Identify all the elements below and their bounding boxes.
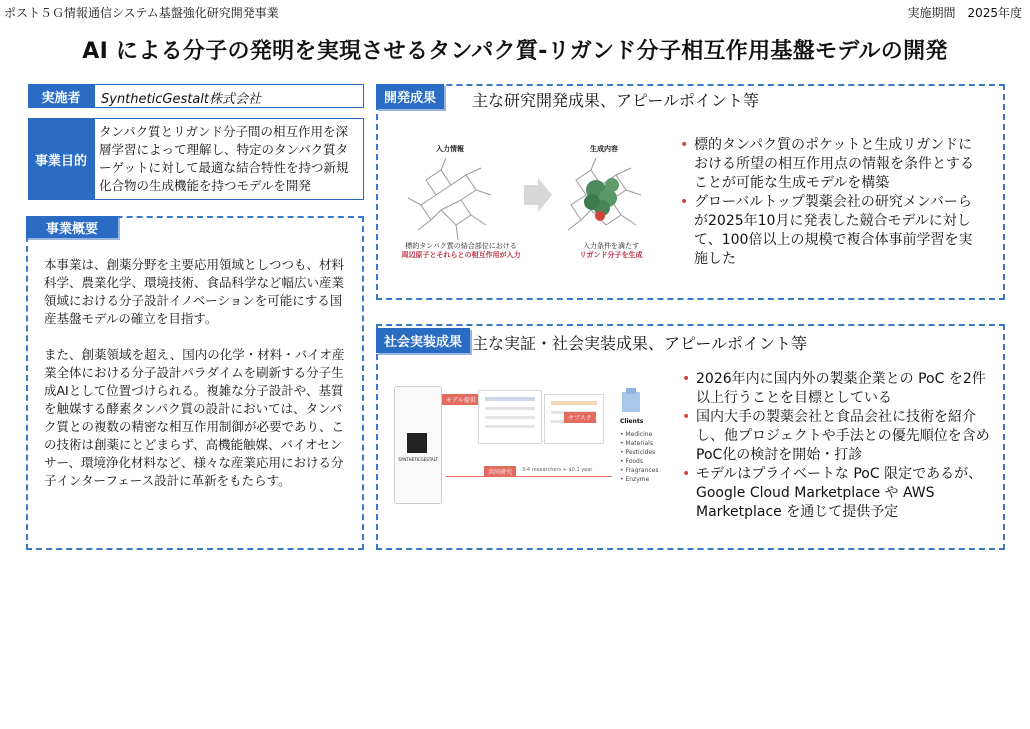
period-label: 実施期間 2025年度 bbox=[907, 6, 1022, 20]
subscription-tag: サブスク bbox=[564, 412, 596, 423]
page-title: AI による分子の発明を実現させるタンパク質-リガンド分子相互作用基盤モデルの開発 bbox=[82, 39, 948, 64]
brand-name: SYNTHETICGESTALT bbox=[398, 457, 438, 462]
overview-label: 事業概要 bbox=[26, 216, 118, 238]
social-results-tab: 社会実装成果 bbox=[376, 328, 470, 353]
business-model-figure bbox=[394, 380, 668, 504]
list-item: • 2026年内に国内外の製薬企業との PoC を2件以上行うことを目標としている bbox=[680, 370, 998, 408]
brand-logo-icon bbox=[407, 433, 427, 453]
overview-paragraph-1: 本事業は、創薬分野を主要応用領域としつつも、材料科学、農業化学、環境技術、食品科学など幅広い産業領域における分子設計イノベーションを可能にする国産基盤モデルの確立を目指す。 bbox=[44, 257, 345, 326]
dev-results-tab: 開発成果 bbox=[376, 84, 444, 109]
implementer-value: SyntheticGestalt株式会社 bbox=[94, 84, 364, 108]
joint-research-note: 3-4 researchers + $0.1 year bbox=[522, 467, 593, 473]
input-title: 入力情報 bbox=[436, 145, 464, 153]
input-caption: 標的タンパク質の結合部位における 周辺原子とそれらとの相互作用が入力 bbox=[401, 242, 521, 259]
dev-results-figure bbox=[396, 140, 666, 270]
dev-results-heading: 主な研究開発成果、アピールポイント等 bbox=[472, 91, 760, 110]
purpose-label: 事業目的 bbox=[28, 118, 94, 200]
list-item: • Foods bbox=[620, 458, 643, 465]
social-results-bullets bbox=[680, 370, 998, 522]
list-item: • グローバルトップ製薬会社の研究メンバーらが2025年10月に発表した競合モデルに対して、100倍以上の規模で複合体事前学習を実施した bbox=[678, 193, 984, 269]
marketplace-screenshot-1 bbox=[478, 390, 542, 444]
list-item: • 標的タンパク質のポケットと生成リガンドにおける所望の相互作用点の情報を条件とすることが可能な生成モデルを構築 bbox=[678, 136, 984, 193]
clients-title: Clients bbox=[620, 418, 644, 425]
model-provision-tag: モデル提供 bbox=[442, 394, 480, 405]
list-item: • Fragrances bbox=[620, 467, 659, 474]
list-item: • Pesticides bbox=[620, 449, 656, 456]
list-item: • 国内大手の製薬会社と食品会社に技術を紹介し、他プロジェクトや手法との優先順位を含めPoC化の検討を開始・打診 bbox=[680, 408, 998, 465]
joint-research-arrow bbox=[446, 476, 612, 477]
clients-list bbox=[620, 430, 658, 484]
joint-research-tag: 共同研究 bbox=[484, 466, 516, 477]
output-title: 生成内容 bbox=[590, 145, 618, 153]
output-caption: 入力条件を満たす リガンド分子を生成 bbox=[579, 242, 643, 259]
purpose-text: タンパク質とリガンド分子間の相互作用を深層学習によって理解し、特定のタンパク質ターゲットに対して最適な結合特性を持つ新規化合物の生成機能を持つモデルを開発 bbox=[94, 118, 364, 200]
dev-results-bullets bbox=[678, 136, 984, 269]
building-icon bbox=[620, 386, 642, 412]
program-name: ポスト５Ｇ情報通信システム基盤強化研究開発事業 bbox=[4, 6, 279, 20]
list-item: • Enzyme bbox=[620, 476, 650, 483]
list-item: • Medicine bbox=[620, 431, 653, 438]
social-results-heading: 主な実証・社会実装成果、アピールポイント等 bbox=[472, 334, 808, 353]
implementer-label: 実施者 bbox=[28, 84, 94, 108]
list-item: • Materials bbox=[620, 440, 653, 447]
brand-card bbox=[394, 386, 442, 504]
list-item: • モデルはプライベートな PoC 限定であるが、Google Cloud Marketplace や AWS Marketplace を通じて提供予定 bbox=[680, 465, 998, 522]
overview-paragraph-2: また、創薬領域を超え、国内の化学・材料・バイオ産業全体における分子設計パラダイムを刷新する分子生成AIとして位置づけられる。複雑な分子設計や、基質を触媒する酵素タンパク質の設計においては、タンパク質との複数の精密な相互作用制御が必要であり、この技術は創薬にとどまらず、高機能触媒、バイオセンサー、環境浄化材料など、様々な産業応用における分子インターフェース設計に革新をもたらす。 bbox=[44, 347, 345, 488]
